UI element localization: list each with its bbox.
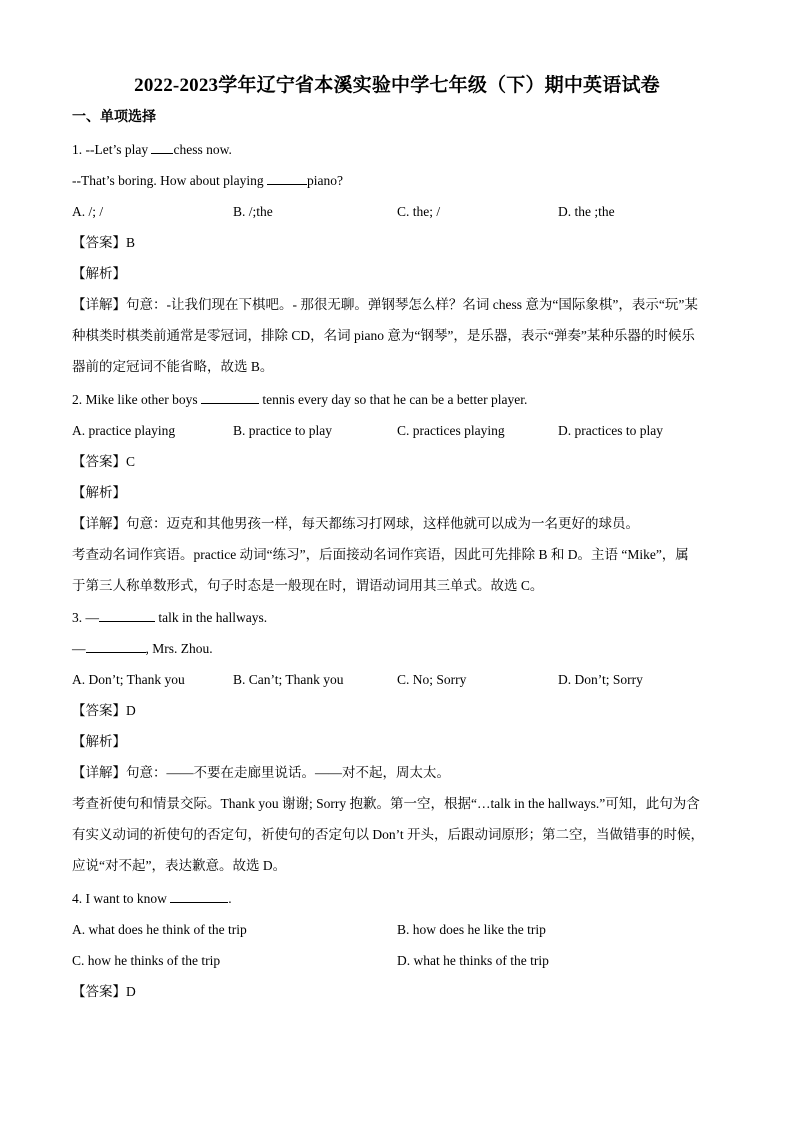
detail-text: 器前的定冠词不能省略，故选 B。 (72, 359, 274, 374)
analysis-label: 【解析】 (72, 266, 126, 281)
option-d: D. practices to play (558, 423, 663, 438)
option-d: D. Don’t; Sorry (558, 672, 643, 687)
answer-label: 【答案】B (72, 235, 136, 250)
option-a: A. Don’t; Thank you (72, 672, 185, 687)
option-a: A. what does he think of the trip (72, 922, 247, 937)
detail-text: 【详解】句意：-让我们现在下棋吧。- 那很无聊。弹钢琴怎么样？名词 chess 意为“国际象棋”，表示“玩”某 (72, 297, 698, 312)
analysis-label: 【解析】 (72, 734, 126, 749)
answer-label: 【答案】D (72, 703, 136, 718)
blank (170, 889, 228, 903)
question-1-line-1 (72, 140, 730, 160)
question-text: piano? (306, 173, 343, 188)
detail-text: 【详解】句意：迈克和其他男孩一样，每天都练习打网球，这样他就可以成为一名更好的球员。 (72, 516, 639, 531)
option-c: C. the; / (397, 204, 441, 219)
question-text: , Mrs. Zhou. (145, 641, 213, 656)
option-b: B. /;the (233, 204, 273, 219)
blank (99, 608, 155, 622)
question-3-line-1 (72, 608, 730, 628)
detail-text: 种棋类时棋类前通常是零冠词，排除 CD，名词 piano 意为“钢琴”，是乐器，表示“弹奏”某种乐器的时候乐 (72, 328, 695, 343)
option-d: D. the ;the (558, 204, 615, 219)
detail-text: 【详解】句意：——不要在走廊里说话。——对不起，周太太。 (72, 765, 450, 780)
question-text: 2. Mike like other boys (72, 392, 201, 407)
question-text: talk in the hallways. (155, 610, 268, 625)
section-heading: 一、单项选择 (72, 110, 156, 125)
answer-label: 【答案】C (72, 454, 136, 469)
option-a: A. practice playing (72, 423, 176, 438)
analysis-label: 【解析】 (72, 485, 126, 500)
option-b: B. Can’t; Thank you (233, 672, 344, 687)
question-text: 1. --Let’s play (72, 142, 152, 157)
detail-text: 有实义动词的祈使句的否定句，祈使句的否定句以 Don’t 开头，后跟动词原形；第二空，当做错事的时候， (72, 827, 705, 842)
question-3-line-2 (72, 639, 730, 659)
question-text: — (72, 641, 86, 656)
blank (151, 140, 173, 154)
question-text: tennis every day so that he can be a better player. (258, 392, 528, 407)
question-text: --That’s boring. How about playing (72, 173, 267, 188)
page-title: 2022-2023学年辽宁省本溪实验中学七年级（下）期中英语试卷 (134, 75, 660, 96)
question-text: 3. — (72, 610, 99, 625)
detail-text: 于第三人称单数形式，句子时态是一般现在时，谓语动词用其三单式。故选 C。 (72, 578, 544, 593)
detail-text: 应说“对不起”，表达歉意。故选 D。 (72, 858, 287, 873)
question-1-line-2 (72, 171, 730, 191)
option-b: B. practice to play (233, 423, 332, 438)
option-d: D. what he thinks of the trip (397, 953, 549, 968)
question-text: 4. I want to know (72, 891, 171, 906)
blank (86, 639, 146, 653)
answer-label: 【答案】D (72, 984, 136, 999)
question-text: chess now. (173, 142, 232, 157)
detail-text: 考查动名词作宾语。practice 动词“练习”，后面接动名词作宾语，因此可先排除 B 和 D。主语 “Mike”，属 (72, 547, 689, 562)
option-a: A. /; / (72, 204, 104, 219)
option-c: C. how he thinks of the trip (72, 953, 221, 968)
question-2-line-1 (72, 390, 730, 410)
option-c: C. No; Sorry (397, 672, 467, 687)
question-4-line-1 (72, 889, 730, 909)
blank (267, 171, 307, 185)
option-b: B. how does he like the trip (397, 922, 546, 937)
detail-text: 考查祈使句和情景交际。Thank you 谢谢; Sorry 抱歉。第一空，根据“…talk in the hallways.”可知，此句为含 (72, 796, 700, 811)
blank (201, 390, 259, 404)
question-text: . (228, 891, 232, 906)
option-c: C. practices playing (397, 423, 505, 438)
